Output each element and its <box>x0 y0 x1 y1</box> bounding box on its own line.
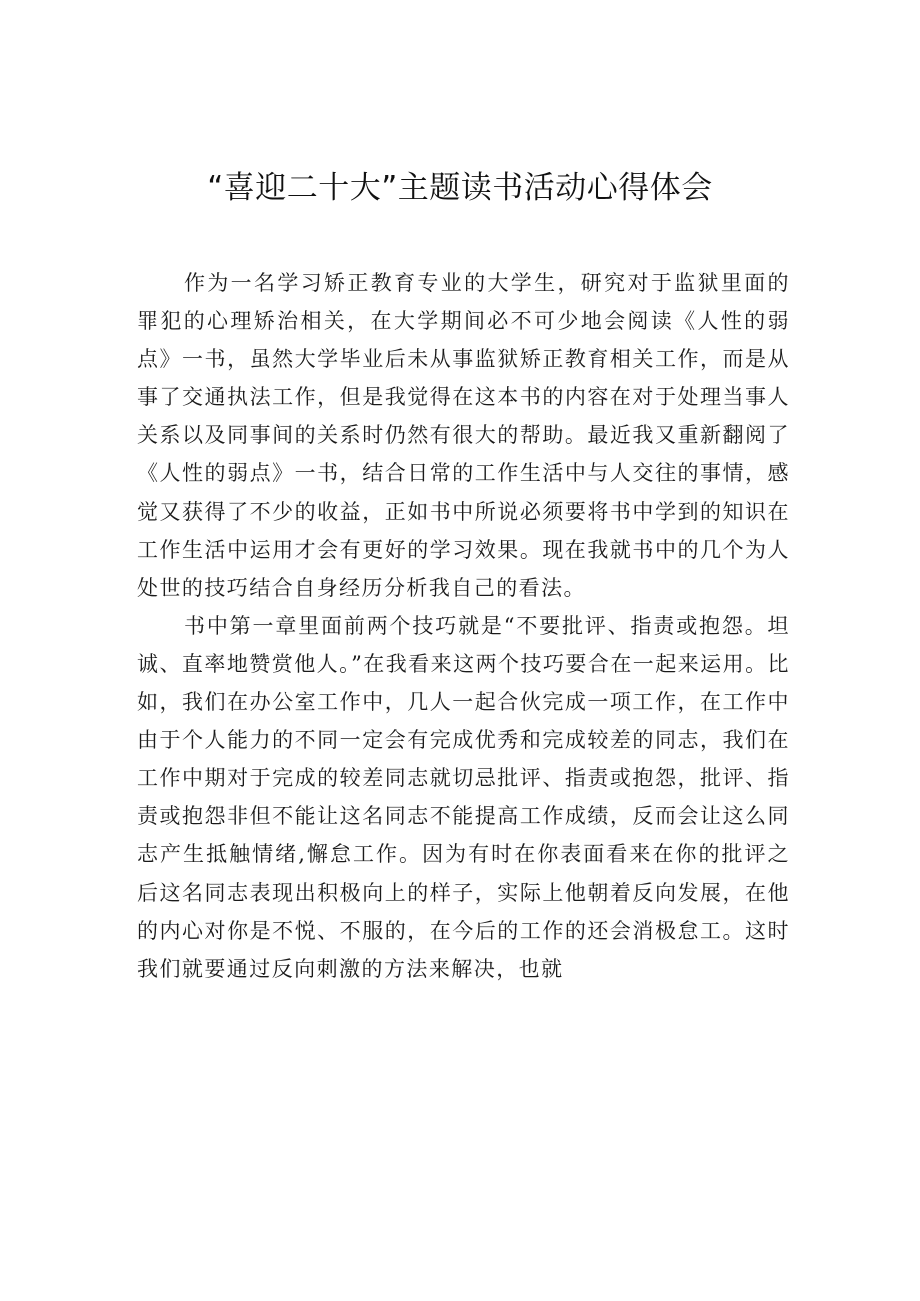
paragraph-2: 书中第一章里面前两个技巧就是“不要批评、指责或抱怨。坦诚、直率地赞赏他人。”在我看来这两个技巧要合在一起来运用。比如，我们在办公室工作中，几人一起合伙完成一项工作，在工作中由于个人能力的不同一定会有完成优秀和完成较差的同志，我们在工作中期对于完成的较差同志就切忌批评、指责或抱怨，批评、指责或抱怨非但不能让这名同志不能提高工作成绩，反而会让这么同志产生抵触情绪,懈怠工作。因为有时在你表面看来在你的批评之后这名同志表现出积极向上的样子，实际上他朝着反向发展，在他的内心对你是不悦、不服的，在今后的工作的还会消极怠工。这时我们就要通过反向刺激的方法来解决，也就 <box>137 613 790 981</box>
paragraph-1: 作为一名学习矫正教育专业的大学生，研究对于监狱里面的罪犯的心理矫治相关，在大学期间必不可少地会阅读《人性的弱点》一书，虽然大学毕业后未从事监狱矫正教育相关工作，而是从事了交通执法工作，但是我觉得在这本书的内容在对于处理当事人关系以及同事间的关系时仍然有很大的帮助。最近我又重新翻阅了《人性的弱点》一书，结合日常的工作生活中与人交往的事情，感觉又获得了不少的收益，正如书中所说必须要将书中学到的知识在工作生活中运用才会有更好的学习效果。现在我就书中的几个为人处世的技巧结合自身经历分析我自己的看法。 <box>137 271 790 600</box>
document-title: “喜迎二十大”主题读书活动心得体会 <box>207 170 713 206</box>
document-body <box>137 264 790 988</box>
